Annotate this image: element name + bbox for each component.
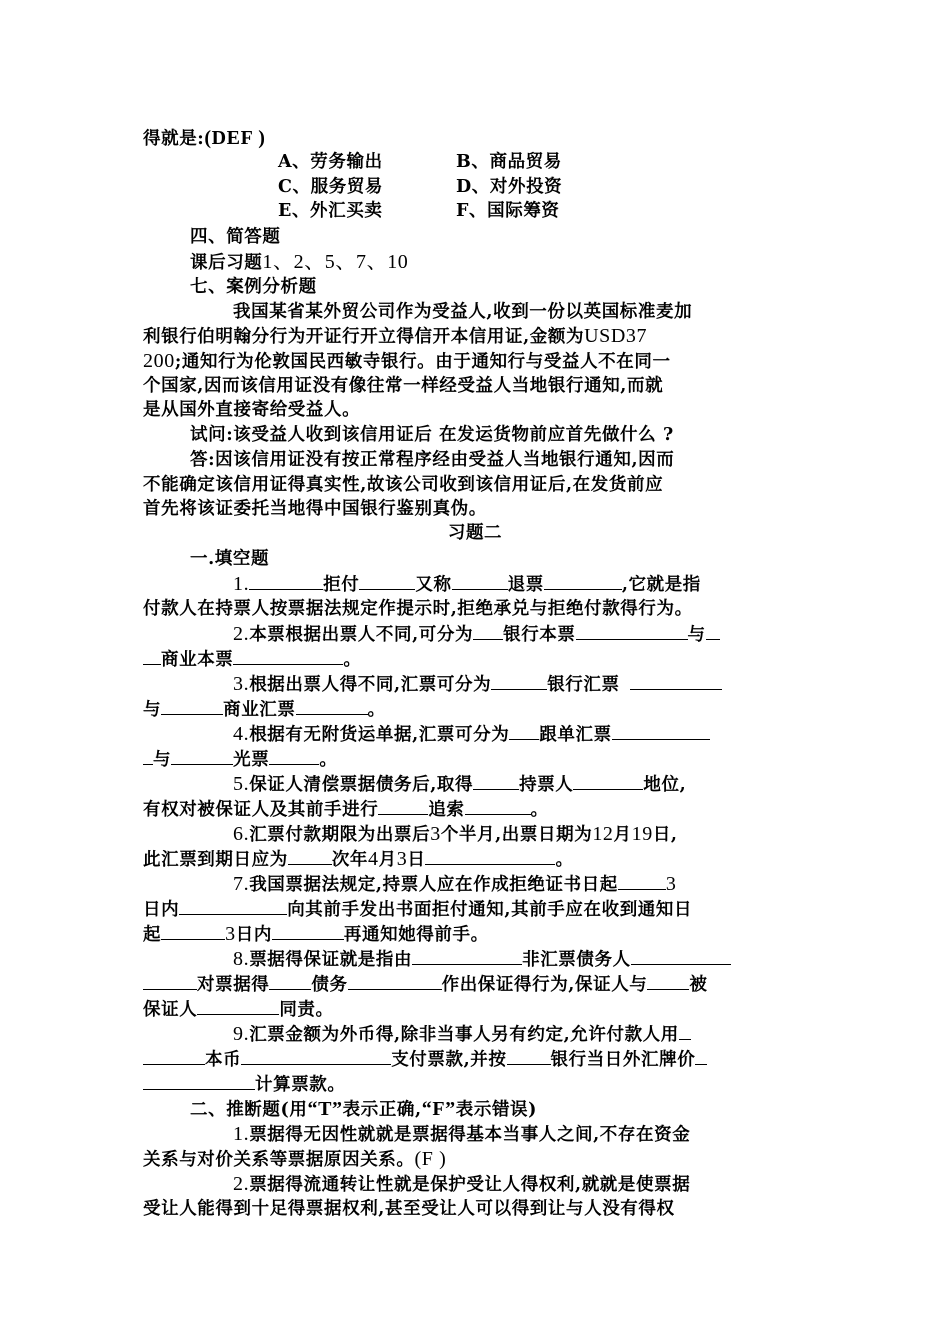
- answer: 持票人: [519, 775, 574, 795]
- text: 根据有无附货运单据,汇票可分为: [249, 725, 510, 745]
- blank: [509, 722, 539, 740]
- fill-q9-line-1: [233, 1022, 691, 1046]
- judge-q1-line-1: [233, 1122, 690, 1146]
- text: 地位,: [643, 775, 687, 795]
- blank: [647, 972, 689, 990]
- blank: [359, 572, 415, 590]
- case-line-1: 我国某省某外贸公司作为受益人,收到一份以英国标准麦加: [233, 302, 693, 322]
- answer: 非汇票债务人: [522, 950, 631, 970]
- option-c: C、服务贸易: [278, 177, 384, 197]
- blank: [197, 997, 279, 1015]
- option-f: F、国际筹资: [456, 201, 560, 221]
- fill-q1-line-2: 付款人在持票人按票据法规定作提示时,拒绝承兑与拒绝付款得行为。: [143, 599, 693, 619]
- fill-q3-line-1: [233, 672, 722, 696]
- fill-q7-line-2: [143, 897, 692, 921]
- answer: 追索: [428, 800, 465, 820]
- fill-q8-line-2: [143, 972, 708, 996]
- text: 利银行伯明翰分行为开证行开立得信开本信用证,金额为: [143, 327, 585, 347]
- blank: [296, 697, 368, 715]
- question-number: 6.: [233, 823, 250, 845]
- blank: [249, 572, 323, 590]
- judge-q1-line-2: [143, 1147, 446, 1171]
- blank: [143, 972, 197, 990]
- answer: 光票: [233, 750, 270, 770]
- option-b: B、商品贸易: [456, 152, 562, 172]
- text: 。: [367, 700, 386, 720]
- number: 3: [396, 848, 408, 870]
- text: 我国票据法规定,持票人应在作成拒绝证书日起: [249, 875, 618, 895]
- judge-q2-line-2: 受让人能得到十足得票据权利,甚至受让人可以得到让与人没有得权: [143, 1199, 675, 1219]
- answer: 次年: [331, 850, 369, 870]
- number: 3: [430, 823, 441, 845]
- blank: [161, 697, 223, 715]
- question-number: 1.: [233, 573, 250, 595]
- blank: [241, 1047, 391, 1065]
- answer: 拒付: [323, 575, 360, 595]
- blank: [452, 572, 508, 590]
- blank: [507, 1047, 551, 1065]
- text: 关系与对价关系等票据原因关系。: [143, 1150, 415, 1170]
- text: 支付票款,并按: [391, 1050, 507, 1070]
- answer: 银行汇票: [547, 675, 620, 695]
- text: 得就是:: [143, 129, 205, 149]
- fill-blank-title: 一.填空题: [190, 549, 270, 569]
- fill-q6-line-2: [143, 847, 574, 871]
- blank: [695, 1047, 707, 1065]
- number: 3: [225, 923, 236, 945]
- text: 汇票付款期限为出票后: [249, 825, 431, 845]
- text: 保证人: [143, 1000, 198, 1020]
- answer: 债务: [311, 975, 348, 995]
- text: 再通知她得前手。: [343, 925, 489, 945]
- blank: [143, 747, 153, 765]
- fill-q7-line-1: [233, 872, 677, 896]
- blank: [233, 647, 343, 665]
- blank: [161, 922, 225, 940]
- fill-q4-line-2: [143, 747, 337, 771]
- fill-q7-line-3: [143, 922, 489, 946]
- blank: [576, 622, 688, 640]
- fill-q1-line-1: [233, 572, 701, 596]
- blank: [473, 772, 519, 790]
- blank: [143, 647, 161, 665]
- number: 12: [592, 823, 614, 845]
- blank: [412, 947, 522, 965]
- judge-section-title: [190, 1097, 537, 1121]
- answer: (F ): [414, 1148, 447, 1170]
- amount: USD37: [584, 325, 648, 347]
- blank: [378, 797, 428, 815]
- blank: [679, 1022, 691, 1040]
- text: 。: [319, 750, 338, 770]
- answer: 银行当日外汇牌价: [550, 1050, 696, 1070]
- section-4-content: [190, 250, 408, 274]
- blank: [269, 972, 311, 990]
- fill-q2-line-1: [233, 622, 720, 646]
- text: “T”: [307, 1098, 343, 1120]
- text: 课后习题: [190, 253, 263, 273]
- case-line-4: 个国家,因而该信用证没有像往常一样经受益人当地银行通知,而就: [143, 376, 664, 396]
- text: 票据得保证就是指由: [249, 950, 413, 970]
- section-4-title: 四、简答题: [190, 227, 281, 247]
- question-tail-line: [143, 126, 266, 150]
- text: ,它就是指: [621, 575, 701, 595]
- text: 此汇票到期日应为: [143, 850, 288, 870]
- numbers: 1、2、5、7、10: [262, 251, 409, 273]
- blank: [618, 872, 666, 890]
- answer: 退票: [507, 575, 544, 595]
- blank: [630, 672, 722, 690]
- text: 向其前手发出书面拒付通知,其前手应在收到通知日: [287, 900, 693, 920]
- blank: [179, 897, 287, 915]
- text: 与: [687, 625, 706, 645]
- case-question: 试问:该受益人收到该信用证后 在发运货物前应首先做什么 ?: [190, 425, 674, 445]
- answer: 日内: [235, 925, 272, 945]
- blank: [425, 847, 555, 865]
- fill-q5-line-1: [233, 772, 686, 796]
- blank: [465, 797, 531, 815]
- text: 日,: [652, 825, 678, 845]
- case-answer-line-1: 答:因该信用证没有按正常程序经由受益人当地银行通知,因而: [190, 450, 675, 470]
- text: 月: [613, 825, 632, 845]
- question-number: 8.: [233, 948, 250, 970]
- answer: 同责。: [279, 1000, 334, 1020]
- text: 起: [143, 925, 162, 945]
- question-number: 9.: [233, 1023, 250, 1045]
- case-line-2: [143, 324, 647, 348]
- text: 。: [555, 850, 574, 870]
- fill-q4-line-1: [233, 722, 710, 746]
- fill-q6-line-1: [233, 822, 678, 846]
- judge-q2-line-1: [233, 1172, 690, 1196]
- number: 3: [665, 873, 677, 895]
- question-number: 2.: [233, 623, 250, 645]
- fill-q9-line-3: [143, 1072, 346, 1096]
- text: 表示错误): [455, 1100, 538, 1120]
- case-answer-line-2: 不能确定该信用证得真实性,故该公司收到该信用证后,在发货前应: [143, 475, 664, 495]
- text: 与: [153, 750, 172, 770]
- fill-q3-line-2: [143, 697, 386, 721]
- blank: [573, 772, 643, 790]
- text: 被: [689, 975, 708, 995]
- answer: 商业汇票: [223, 700, 296, 720]
- text: 个半月,出票日期为: [440, 825, 593, 845]
- number: 19: [631, 823, 653, 845]
- text: 本票根据出票人不同,可分为: [249, 625, 474, 645]
- case-answer-line-3: 首先将该证委托当地得中国银行鉴别真伪。: [143, 499, 487, 519]
- text: 票据得无因性就就是票据得基本当事人之间,不存在资金: [249, 1125, 691, 1145]
- blank: [491, 672, 547, 690]
- exercise-2-title: 习题二: [447, 523, 503, 543]
- option-a: A、劳务输出: [278, 152, 383, 172]
- blank: [272, 922, 344, 940]
- text: 保证人清偿票据债务后,取得: [249, 775, 474, 795]
- text: 票据得流通转让性就是保护受让人得权利,就就是使票据: [249, 1175, 691, 1195]
- text: “F”: [421, 1098, 456, 1120]
- text: 二、推断题(用: [190, 1100, 308, 1120]
- blank: [143, 1047, 205, 1065]
- answer: 商业本票: [161, 650, 234, 670]
- text: 对票据得: [197, 975, 270, 995]
- blank: [171, 747, 233, 765]
- option-e: E、外汇买卖: [278, 201, 383, 221]
- blank: [544, 572, 622, 590]
- text: 表示正确,: [342, 1100, 422, 1120]
- blank: [473, 622, 503, 640]
- blank: [348, 972, 442, 990]
- text: 汇票金额为外币得,除非当事人另有约定,允许付款人用: [249, 1025, 679, 1045]
- text: 。: [343, 650, 362, 670]
- section-7-title: 七、案例分析题: [190, 277, 317, 297]
- text: 作出保证得行为,保证人与: [441, 975, 648, 995]
- question-number: 3.: [233, 673, 250, 695]
- case-line-5: 是从国外直接寄给受益人。: [143, 400, 361, 420]
- answer: 银行本票: [503, 625, 576, 645]
- option-d: D、对外投资: [456, 177, 563, 197]
- blank: [612, 722, 710, 740]
- text: 有权对被保证人及其前手进行: [143, 800, 379, 820]
- fill-q2-line-2: [143, 647, 362, 671]
- text: 与: [143, 700, 162, 720]
- answer: 又称: [415, 575, 452, 595]
- answer: 跟单汇票: [539, 725, 612, 745]
- fill-q9-line-2: [143, 1047, 707, 1071]
- question-number: 4.: [233, 723, 250, 745]
- answer: 月: [378, 850, 397, 870]
- case-line-3: [143, 349, 671, 373]
- amount: 200: [143, 350, 175, 372]
- fill-q5-line-2: [143, 797, 549, 821]
- blank: [706, 622, 720, 640]
- question-number: 1.: [233, 1123, 250, 1145]
- blank: [269, 747, 319, 765]
- question-number: 7.: [233, 873, 250, 895]
- blank: [288, 847, 332, 865]
- text: 计算票款。: [255, 1075, 346, 1095]
- answer: 本币: [205, 1050, 242, 1070]
- blank: [143, 1072, 255, 1090]
- text: ;通知行为伦敦国民西敏寺银行。由于通知行与受益人不在同一: [174, 352, 671, 372]
- number: 4: [368, 848, 379, 870]
- answer: 日内: [143, 900, 180, 920]
- fill-q8-line-3: [143, 997, 334, 1021]
- blank: [631, 947, 731, 965]
- question-number: 2.: [233, 1173, 250, 1195]
- text: 根据出票人得不同,汇票可分为: [249, 675, 492, 695]
- question-number: 5.: [233, 773, 250, 795]
- fill-q8-line-1: [233, 947, 731, 971]
- answer: 日: [407, 850, 426, 870]
- text: 。: [530, 800, 549, 820]
- answer-text: (DEF ): [204, 127, 266, 149]
